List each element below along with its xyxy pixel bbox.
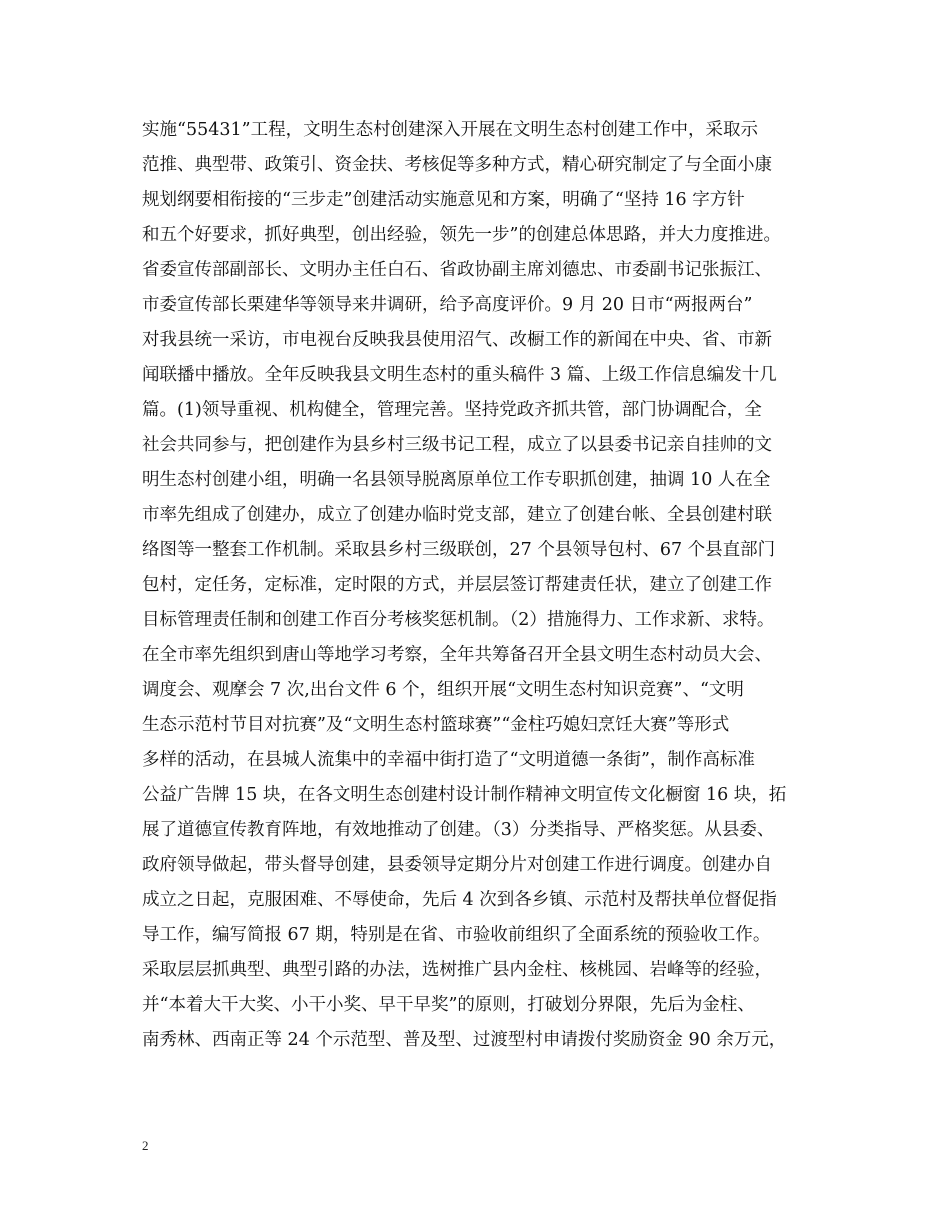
text-line: 篇。(1)领导重视、机构健全，管理完善。坚持党政齐抓共管，部门协调配合，全 <box>142 400 762 420</box>
text-line: 包村，定任务，定标准，定时限的方式，并层层签订帮建责任状，建立了创建工作 <box>142 575 772 595</box>
text-line: 生态示范村节目对抗赛”及“文明生态村篮球赛”“金柱巧媳妇烹饪大赛”等形式 <box>142 715 730 735</box>
text-line: 实施“55431”工程，文明生态村创建深入开展在文明生态村创建工作中，采取示 <box>142 120 759 140</box>
body-text <box>142 113 832 1058</box>
text-line: 公益广告牌 15 块，在各文明生态创建村设计制作精神文明宣传文化橱窗 16 块，拓 <box>142 785 787 805</box>
text-line: 市率先组成了创建办，成立了创建办临时党支部，建立了创建台帐、全县创建村联 <box>142 505 772 525</box>
text-line: 采取层层抓典型、典型引路的办法，选树推广县内金柱、核桃园、岩峰等的经验， <box>142 960 772 980</box>
text-line: 市委宣传部长栗建华等领导来井调研，给予高度评价。9 月 20 日市“两报两台” <box>142 295 753 315</box>
text-line: 目标管理责任制和创建工作百分考核奖惩机制。（2）措施得力、工作求新、求特。 <box>142 610 775 630</box>
text-line: 明生态村创建小组，明确一名县领导脱离原单位工作专职抓创建，抽调 10 人在全 <box>142 470 771 490</box>
page-number: 2 <box>142 1138 149 1153</box>
text-line: 和五个好要求，抓好典型，创出经验，领先一步”的创建总体思路，并大力度推进。 <box>142 225 781 245</box>
text-line: 成立之日起，克服困难、不辱使命，先后 4 次到各乡镇、示范村及帮扶单位督促指 <box>142 890 777 910</box>
text-line: 并“本着大干大奖、小干小奖、早干早奖”的原则，打破划分界限，先后为金柱、 <box>142 995 755 1015</box>
text-line: 展了道德宣传教育阵地，有效地推动了创建。（3）分类指导、严格奖惩。从县委、 <box>142 820 775 840</box>
text-line: 导工作，编写简报 67 期，特别是在省、市验收前组织了全面系统的预验收工作。 <box>142 925 771 945</box>
text-line: 调度会、观摩会 7 次,出台文件 6 个，组织开展“文明生态村知识竞赛”、“文明 <box>142 680 744 700</box>
text-line: 政府领导做起，带头督导创建，县委领导定期分片对创建工作进行调度。创建办自 <box>142 855 772 875</box>
text-line: 对我县统一采访，市电视台反映我县使用沼气、改橱工作的新闻在中央、省、市新 <box>142 330 772 350</box>
text-line: 规划纲要相衔接的“三步走”创建活动实施意见和方案，明确了“坚持 16 字方针 <box>142 190 745 210</box>
text-line: 闻联播中播放。全年反映我县文明生态村的重头稿件 3 篇、上级工作信息编发十几 <box>142 365 777 385</box>
text-line: 范推、典型带、政策引、资金扶、考核促等多种方式，精心研究制定了与全面小康 <box>142 155 772 175</box>
text-line: 在全市率先组织到唐山等地学习考察，全年共筹备召开全县文明生态村动员大会、 <box>142 645 772 665</box>
text-line: 南秀林、西南正等 24 个示范型、普及型、过渡型村申请拨付奖励资金 90 余万元， <box>142 1030 787 1050</box>
text-line: 多样的活动，在县城人流集中的幸福中街打造了“文明道德一条街”，制作高标准 <box>142 750 755 770</box>
text-line: 省委宣传部副部长、文明办主任白石、省政协副主席刘德忠、市委副书记张振江、 <box>142 260 772 280</box>
text-line: 社会共同参与，把创建作为县乡村三级书记工程，成立了以县委书记亲自挂帅的文 <box>142 435 772 455</box>
text-line: 络图等一整套工作机制。采取县乡村三级联创，27 个县领导包村、67 个县直部门 <box>142 540 776 560</box>
